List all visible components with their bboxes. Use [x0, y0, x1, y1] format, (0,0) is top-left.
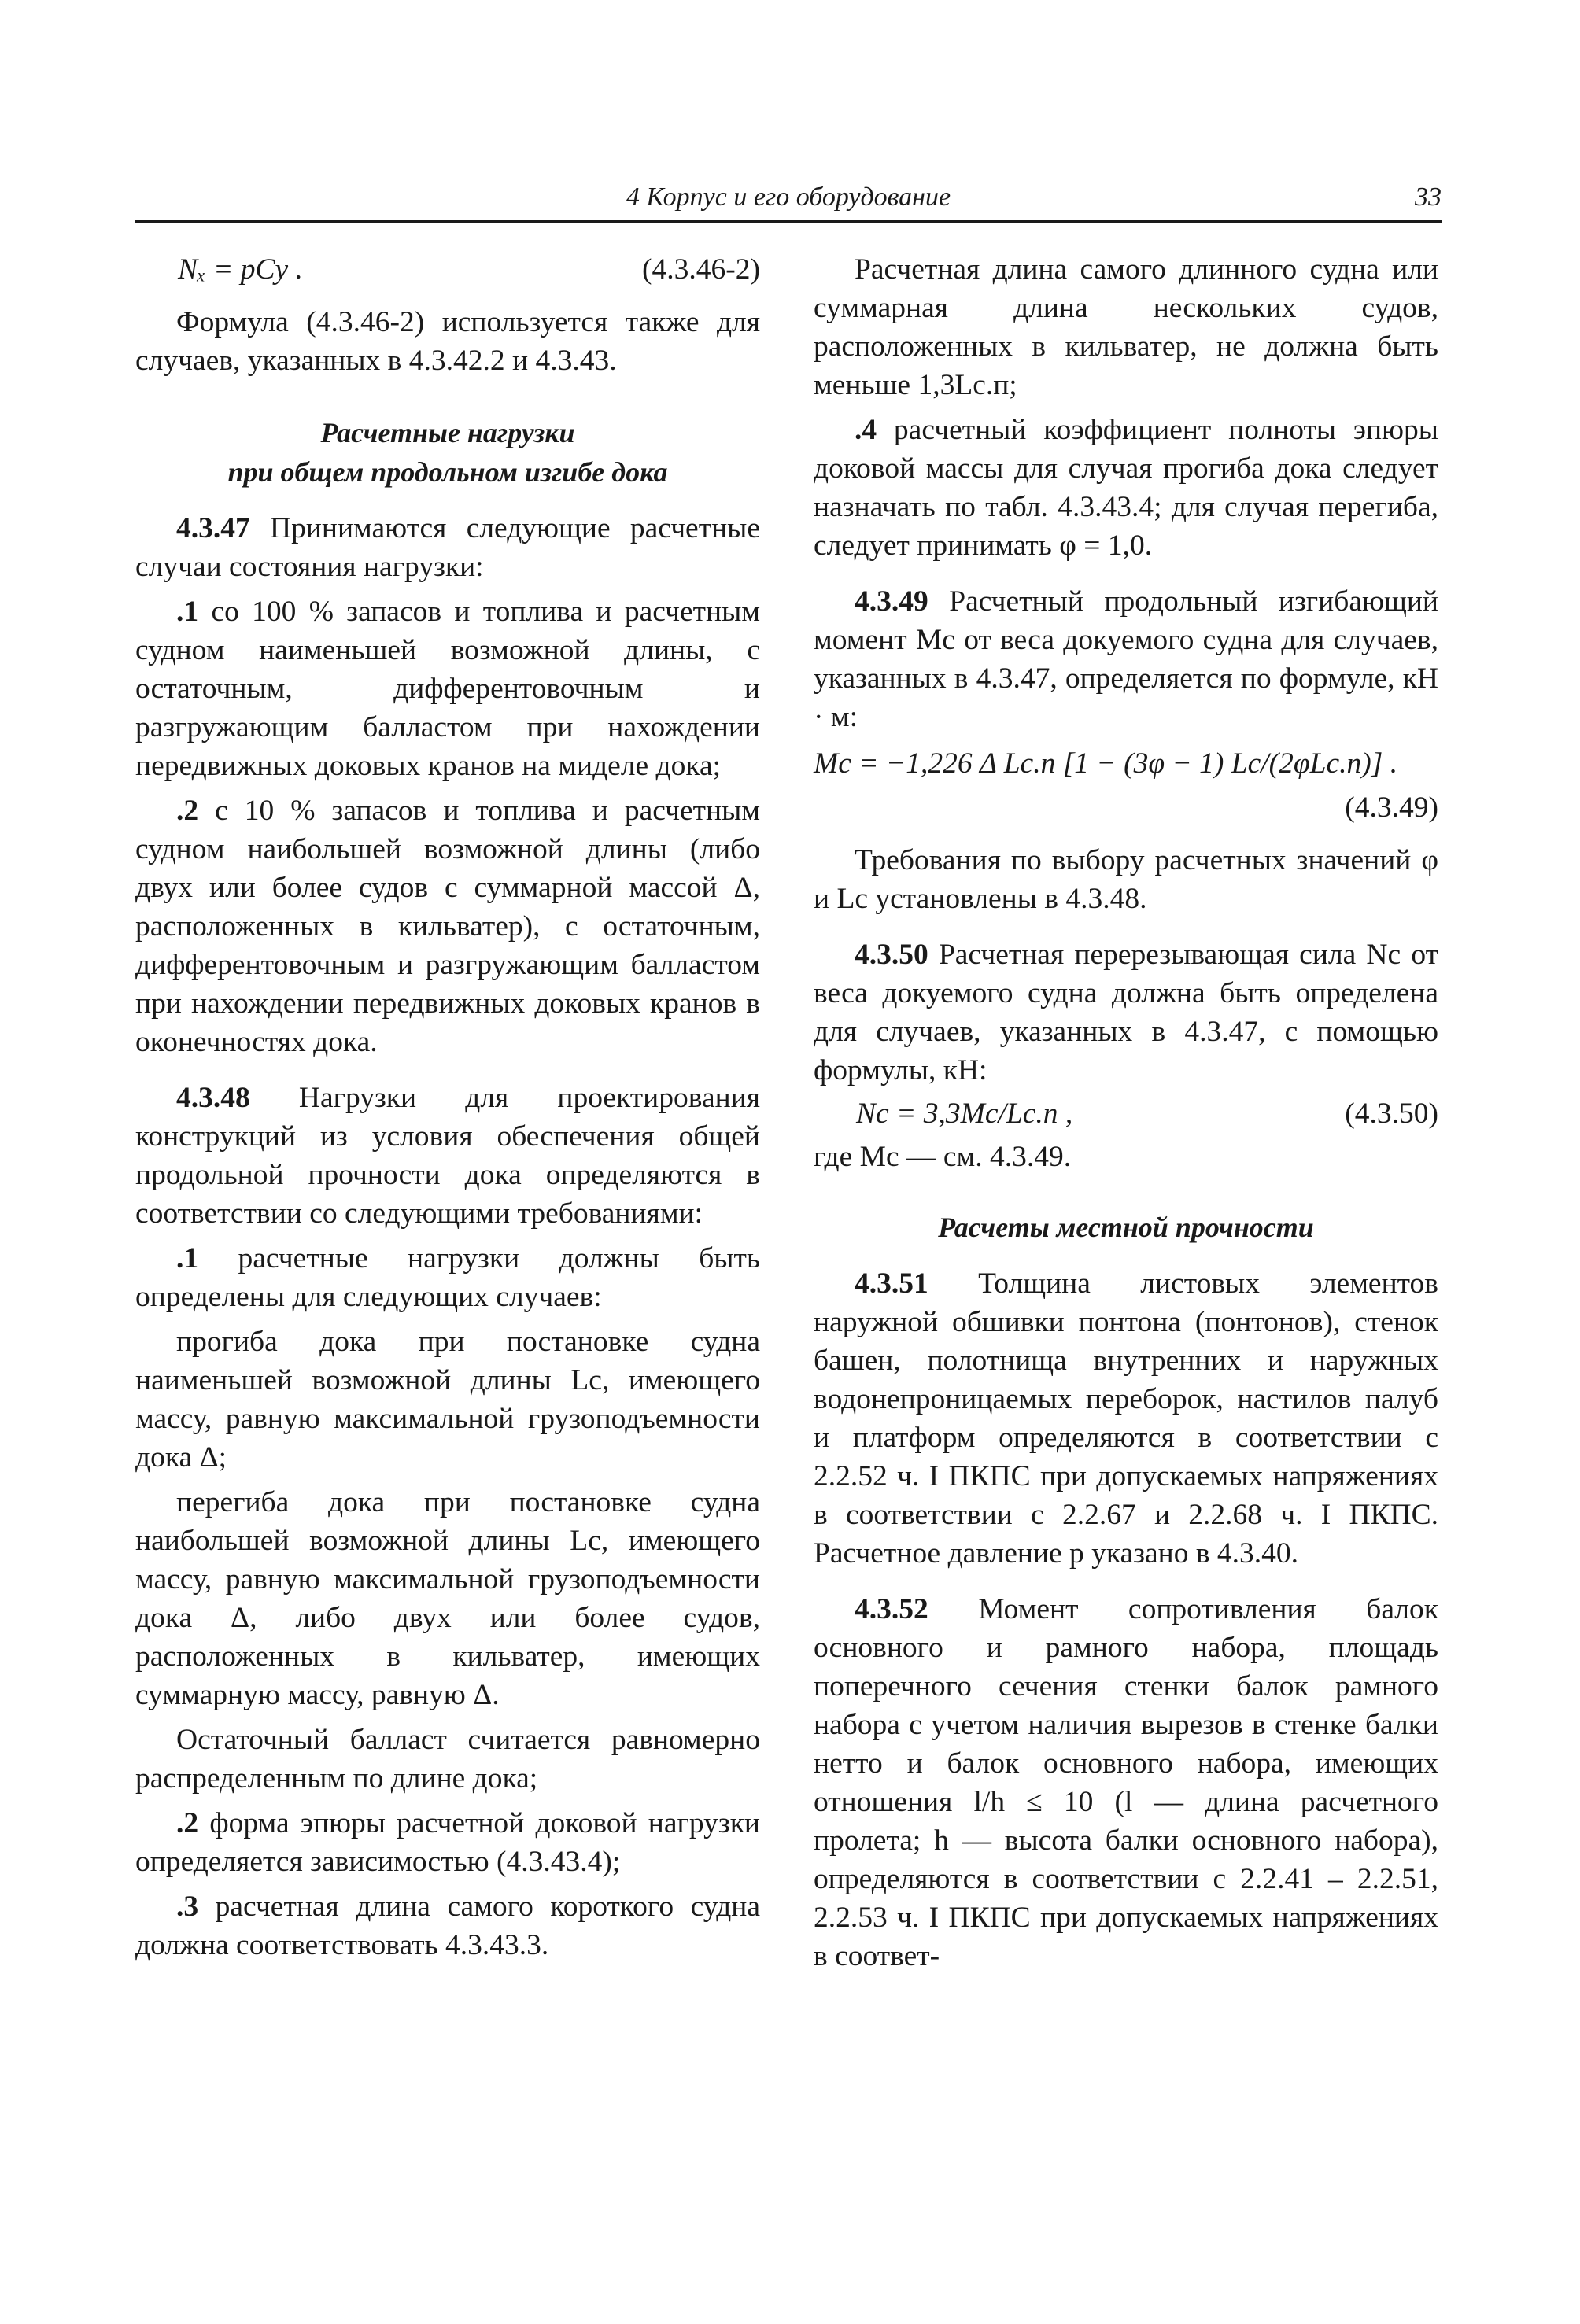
item-text: расчетный коэффициент полноты эпюры доковой массы для случая прогиба дока следует назначать по табл. 4.3.43.4; для случая перегиба, следует принимать φ = 1,0.	[814, 414, 1438, 562]
list-item	[135, 791, 760, 1061]
paragraph-4-3-48	[135, 1079, 760, 1233]
formula-number: (4.3.46-2)	[642, 253, 760, 286]
item-text: форма эпюры расчетной доковой нагрузки определяется зависимостью (4.3.43.4);	[135, 1807, 760, 1878]
item-number: .1	[176, 1242, 199, 1275]
paragraph-4-3-52	[814, 1590, 1438, 1975]
item-number: .3	[176, 1891, 199, 1923]
clause-number: 4.3.50	[855, 939, 928, 971]
formula-4-3-50	[814, 1094, 1438, 1133]
paragraph: перегиба дока при постановке судна наибольшей возможной длины Lс, имеющего массу, равную максимальной грузоподъемности дока Δ, либо двух или более судов, расположенных в кильватер, имеющих суммарную массу, равную Δ.	[135, 1486, 760, 1711]
section-heading: Расчетные нагрузки	[320, 417, 575, 448]
clause-text: Расчетный продольный изгибающий момент Mс от веса докуемого судна для случаев, указанных в 4.3.47, определяется по формуле, кН · м:	[814, 585, 1438, 733]
clause-number: 4.3.49	[855, 585, 928, 618]
paragraph: прогиба дока при постановке судна наименьшей возможной длины Lс, имеющего массу, равную максимальной грузоподъемности дока Δ;	[135, 1326, 760, 1474]
clause-text: Принимаются следующие расчетные случаи состояния нагрузки:	[135, 512, 760, 583]
formula-number: (4.3.49)	[1345, 791, 1438, 824]
clause-number: 4.3.52	[855, 1593, 928, 1625]
formula-expression: Mс = −1,226 Δ Lс.п [1 − (3φ − 1) Lс/(2φLс.п)] .	[814, 747, 1398, 780]
paragraph-4-3-51	[814, 1264, 1438, 1573]
paragraph: Расчетная длина самого длинного судна или суммарная длина нескольких судов, расположенных в кильватер, не должна быть меньше 1,3Lс.п;	[814, 253, 1438, 401]
section-heading: Расчеты местной прочности	[938, 1212, 1314, 1243]
header-title: 4 Корпус и его оборудование	[626, 183, 951, 212]
paragraph-4-3-47	[135, 509, 760, 586]
clause-number: 4.3.48	[176, 1082, 250, 1114]
paragraph: Остаточный балласт считается равномерно распределенным по длине дока;	[135, 1724, 760, 1795]
right-column	[814, 250, 1438, 1975]
item-number: .4	[855, 414, 877, 446]
item-number: .1	[176, 596, 199, 628]
page-number: 33	[1415, 183, 1442, 212]
formula-4-3-49	[814, 744, 1438, 788]
list-item	[135, 1239, 760, 1316]
clause-number: 4.3.51	[855, 1267, 928, 1300]
list-item	[135, 1804, 760, 1881]
list-item	[135, 592, 760, 785]
item-text: со 100 % запасов и топлива и расчетным судном наименьшей возможной длины, с остаточным, дифферентовочным и разгружающим балластом при нахождении передвижных доковых кранов на миделе дока;	[135, 596, 760, 782]
formula-4-3-46-2	[135, 250, 760, 289]
clause-text: Толщина листовых элементов наружной обшивки понтона (понтонов), стенок башен, полотнища внутренних и наружных водонепроницаемых переборок, настилов палуб и платформ определяются в соответствии с 2.2.52 ч. I ПКПС при допускаемых напряжениях в соответствии с 2.2.67 и 2.2.68 ч. I ПКПС. Расчетное давление p указано в 4.3.40.	[814, 1267, 1438, 1570]
list-item	[135, 1887, 760, 1964]
list-item	[814, 411, 1438, 565]
formula-expression: Nₓ = pCy .	[178, 253, 303, 286]
clause-text: Расчетная перерезывающая сила Nс от веса докуемого судна должна быть определена для случаев, указанных в 4.3.47, с помощью формулы, кН:	[814, 939, 1438, 1086]
item-text: расчетные нагрузки должны быть определены для следующих случаев:	[135, 1242, 760, 1313]
item-text: с 10 % запасов и топлива и расчетным судном наибольшей возможной длины (либо двух или более судов с суммарной массой Δ, расположенных в кильватер), с остаточным, дифферентовочным и разгружающим балластом при нахождении передвижных доковых кранов в оконечностях дока.	[135, 795, 760, 1058]
left-column	[135, 250, 760, 1964]
item-number: .2	[176, 1807, 199, 1839]
formula-number: (4.3.50)	[1345, 1097, 1438, 1130]
paragraph-4-3-49	[814, 582, 1438, 736]
item-text: расчетная длина самого короткого судна должна соответствовать 4.3.43.3.	[135, 1891, 760, 1961]
section-heading: при общем продольном изгибе дока	[227, 456, 668, 488]
running-header	[135, 183, 1442, 223]
formula-expression: Nс = 3,3Mс/Lс.п ,	[856, 1097, 1073, 1130]
paragraph-4-3-50	[814, 935, 1438, 1090]
paragraph: Формула (4.3.46-2) используется также для случаев, указанных в 4.3.42.2 и 4.3.43.	[135, 306, 760, 377]
clause-number: 4.3.47	[176, 512, 250, 544]
clause-text: Нагрузки для проектирования конструкций из условия обеспечения общей продольной прочности дока определяются в соответствии со следующими требованиями:	[135, 1082, 760, 1230]
paragraph: где Mс — см. 4.3.49.	[814, 1141, 1072, 1173]
paragraph: Требования по выбору расчетных значений φ и Lс установлены в 4.3.48.	[814, 844, 1438, 915]
clause-text: Момент сопротивления балок основного и рамного набора, площадь поперечного сечения стенки балок рамного набора с учетом наличия вырезов в стенке балки нетто и балок основного набора, имеющих отношения l/h ≤ 10 (l — длина расчетного пролета; h — высота балки основного набора), определяются в соответствии с 2.2.41 – 2.2.51, 2.2.53 ч. I ПКПС при допускаемых напряжениях в соответ-	[814, 1593, 1438, 1972]
item-number: .2	[176, 795, 199, 827]
